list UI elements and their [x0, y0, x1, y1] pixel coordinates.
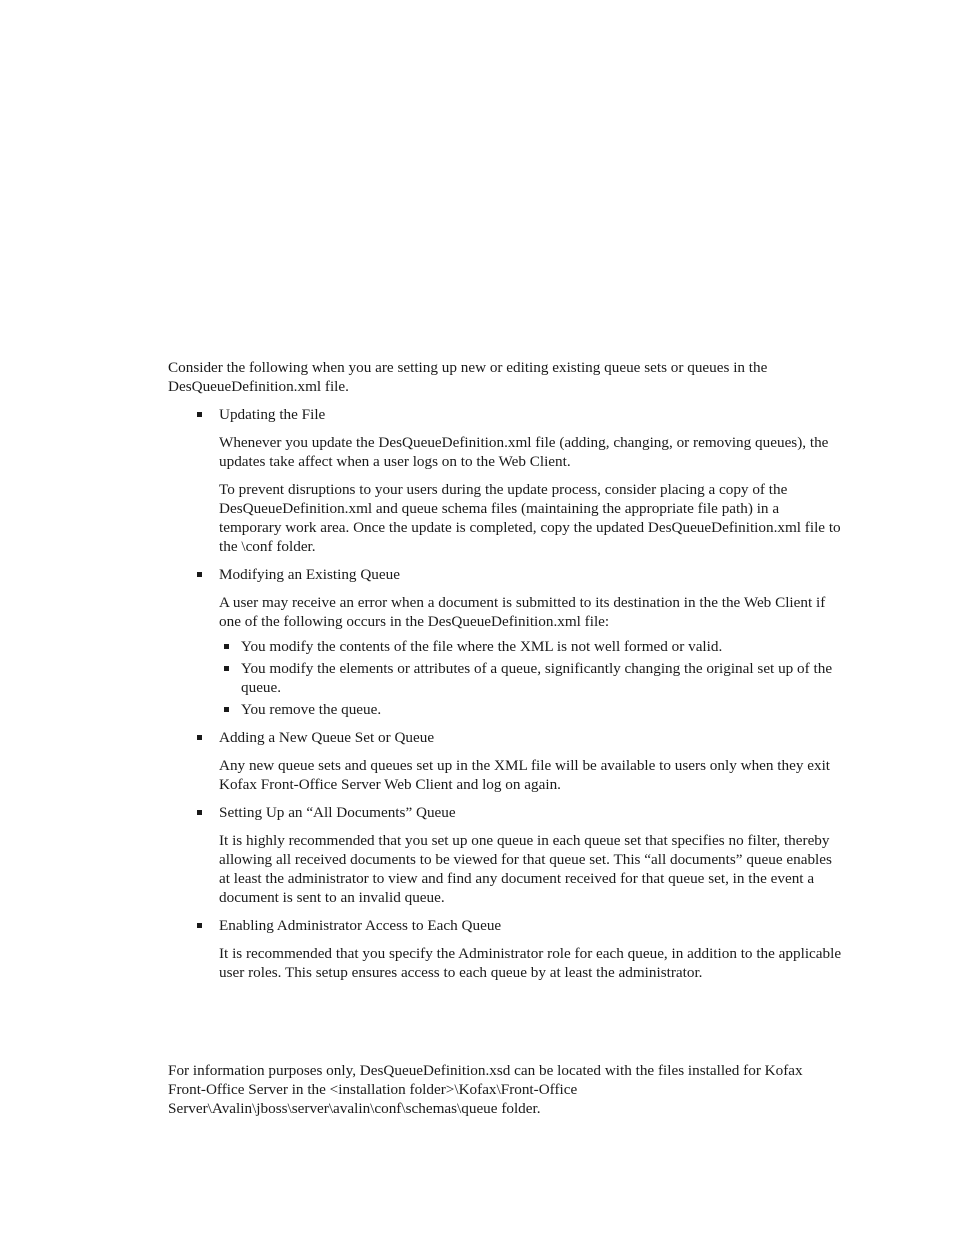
bullet-administrator-access: [168, 916, 844, 935]
bullet-updating-the-file: [168, 405, 844, 424]
body-paragraph: It is highly recommended that you set up one queue in each queue set that specifies no filter, thereby allowing all received documents to be viewed for that queue set. This “all documents” queue enables at least the administrator to view and find any document received for that queue set, in the event a document is sent to an invalid queue.: [219, 832, 832, 906]
bullet-heading: Setting Up an “All Documents” Queue: [219, 804, 456, 821]
body-paragraph: To prevent disruptions to your users during the update process, consider placing a copy of the DesQueueDefinition.xml and queue schema files (maintaining the appropriate file path) in a temporary work area. Once the update is completed, copy the updated DesQueueDefinition.xml file to the \conf folder.: [219, 481, 841, 555]
square-bullet-icon: [224, 666, 229, 671]
sub-bullet-text: You remove the queue.: [241, 701, 382, 718]
intro-paragraph: Consider the following when you are setting up new or editing existing queue sets or queues in the DesQueueDefinition.xml file.: [168, 359, 768, 395]
square-bullet-icon: [197, 923, 202, 928]
body-paragraph: Any new queue sets and queues set up in the XML file will be available to users only when they exit Kofax Front-Office Server Web Client and log on again.: [219, 757, 831, 793]
bullet-heading: Enabling Administrator Access to Each Queue: [219, 917, 502, 934]
bullet-modifying-existing-queue: [168, 565, 844, 584]
page-content: [168, 358, 844, 991]
sub-bullet-item: [168, 659, 844, 697]
bullet-heading: Adding a New Queue Set or Queue: [219, 729, 435, 746]
square-bullet-icon: [224, 707, 229, 712]
footer-paragraph: For information purposes only, DesQueueDefinition.xsd can be located with the files installed for Kofax Front-Office Server in the <installation folder>\Kofax\Front-Office Server\Avalin\jboss\server\avalin\conf\schemas\queue folder.: [168, 1062, 803, 1117]
square-bullet-icon: [197, 572, 202, 577]
body-paragraph: Whenever you update the DesQueueDefinition.xml file (adding, changing, or removing queues), the updates take affect when a user logs on to the Web Client.: [219, 434, 829, 470]
square-bullet-icon: [197, 412, 202, 417]
bullet-all-documents-queue: [168, 803, 844, 822]
sub-bullet-item: [168, 637, 844, 656]
square-bullet-icon: [197, 810, 202, 815]
bullet-heading: Updating the File: [219, 406, 326, 423]
sub-bullet-text: You modify the contents of the file where the XML is not well formed or valid.: [241, 638, 723, 655]
sub-bullet-item: [168, 700, 844, 719]
square-bullet-icon: [197, 735, 202, 740]
sub-bullet-text: You modify the elements or attributes of a queue, significantly changing the original set up of the queue.: [241, 660, 833, 696]
body-paragraph: It is recommended that you specify the Administrator role for each queue, in addition to the applicable user roles. This setup ensures access to each queue by at least the administrator.: [219, 945, 842, 981]
body-paragraph: A user may receive an error when a document is submitted to its destination in the the Web Client if one of the following occurs in the DesQueueDefinition.xml file:: [219, 594, 826, 630]
bullet-adding-queue-set: [168, 728, 844, 747]
square-bullet-icon: [224, 644, 229, 649]
bullet-heading: Modifying an Existing Queue: [219, 566, 400, 583]
